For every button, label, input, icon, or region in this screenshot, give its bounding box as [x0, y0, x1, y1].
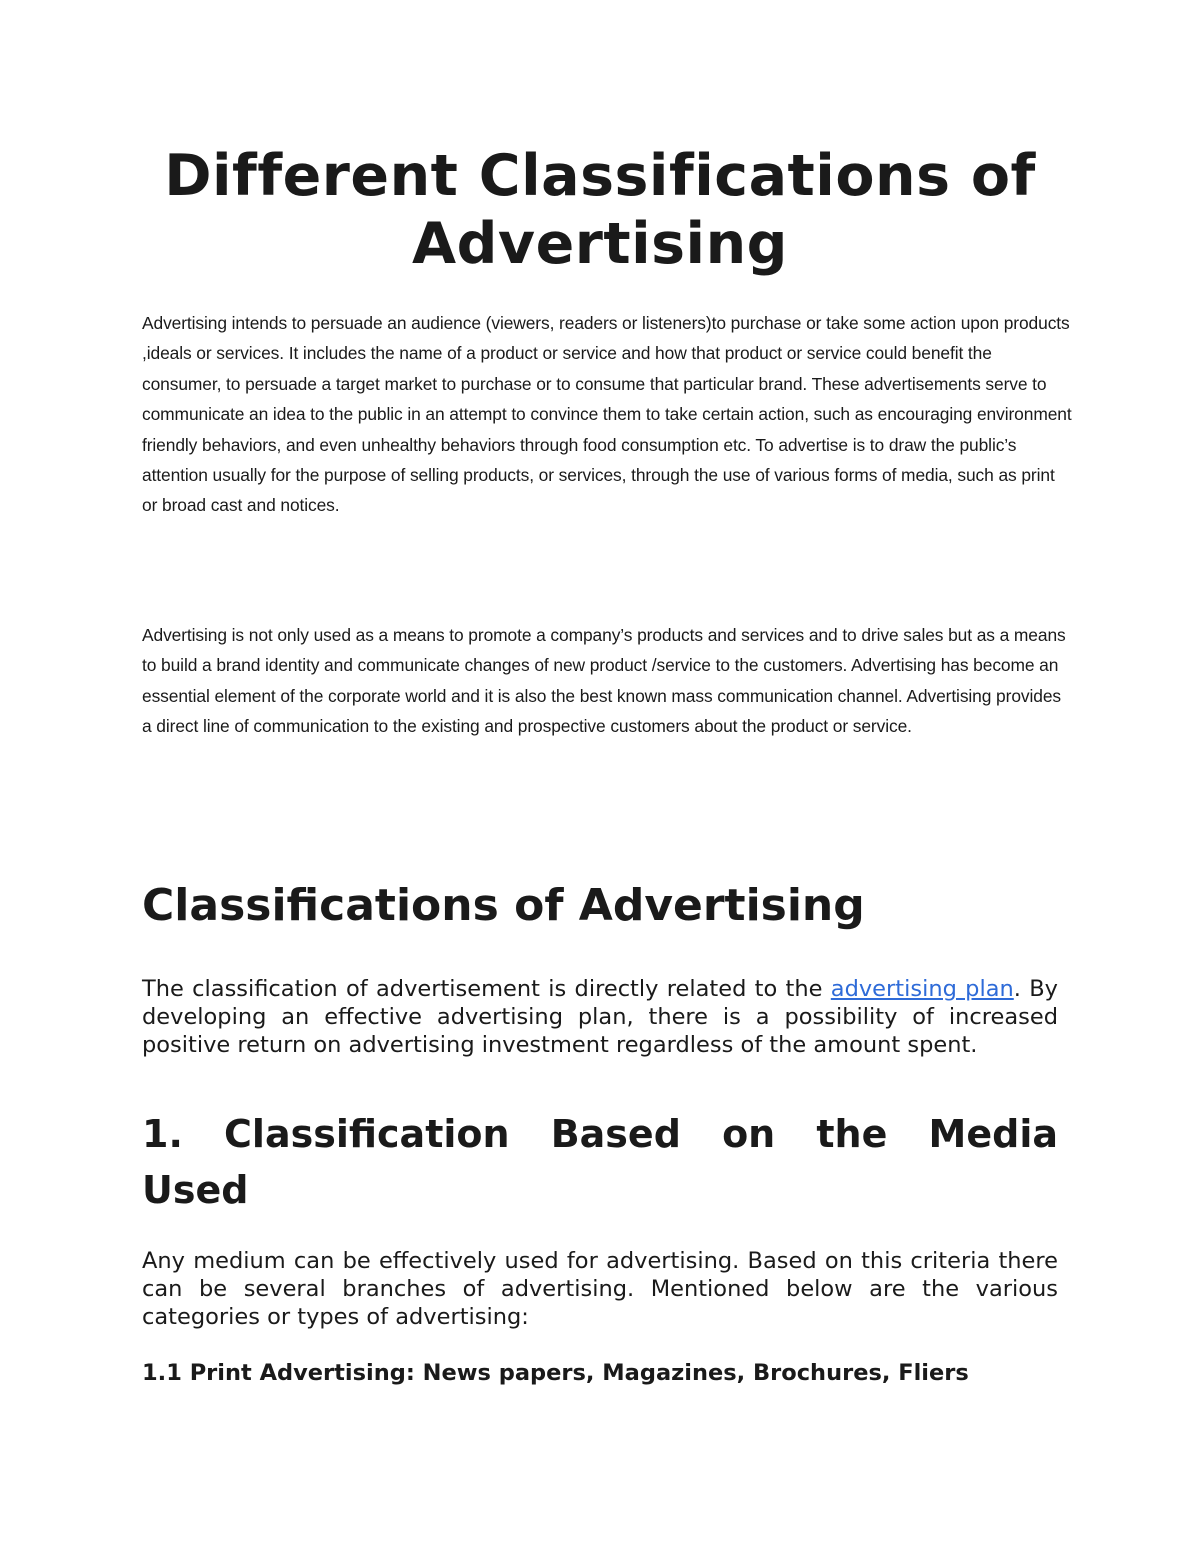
intro-paragraph-2: Advertising is not only used as a means to promote a company’s products and services and to drive sales but as a means to build a brand identity and communicate changes of new product /service to the customers. Advertising has become an essential element of the corporate world and it is also the best known mass communication channel. Advertising provides a direct line of communication to the existing and prospective customers about the product or service.	[142, 625, 1066, 737]
advertising-plan-link[interactable]: advertising plan	[830, 976, 1014, 1002]
document-title: Different Classifications of Advertising	[164, 143, 1036, 277]
subsection-heading: 1. Classification Based on the Media Used	[142, 1112, 1058, 1212]
section-intro-text-after-link: . By developing an effective advertising plan, there is a possibility of increased positive return on advertising investment regardless of the amount spent.	[142, 976, 1058, 1058]
section-heading: Classifications of Advertising	[142, 880, 865, 931]
subsection-paragraph: Any medium can be effectively used for advertising. Based on this criteria there can be several branches of advertising. Mentioned below are the various categories or types of advertising:	[142, 1248, 1058, 1330]
subsubsection-heading: 1.1 Print Advertising: News papers, Magazines, Brochures, Fliers	[142, 1360, 969, 1386]
section-intro-paragraph	[142, 975, 1058, 1059]
intro-paragraph-1: Advertising intends to persuade an audience (viewers, readers or listeners)to purchase or take some action upon products ,ideals or services. It includes the name of a product or service and how that product or service could benefit the consumer, to persuade a target market to purchase or to consume that particular brand. These advertisements serve to communicate an idea to the public in an attempt to convince them to take certain action, such as encouraging environment friendly behaviors, and even unhealthy behaviors through food consumption etc. To advertise is to draw the public’s attention usually for the purpose of selling products, or services, through the use of various forms of media, such as print or broad cast and notices.	[142, 313, 1072, 516]
section-intro-text-before-link: The classification of advertisement is directly related to the	[142, 976, 831, 1002]
